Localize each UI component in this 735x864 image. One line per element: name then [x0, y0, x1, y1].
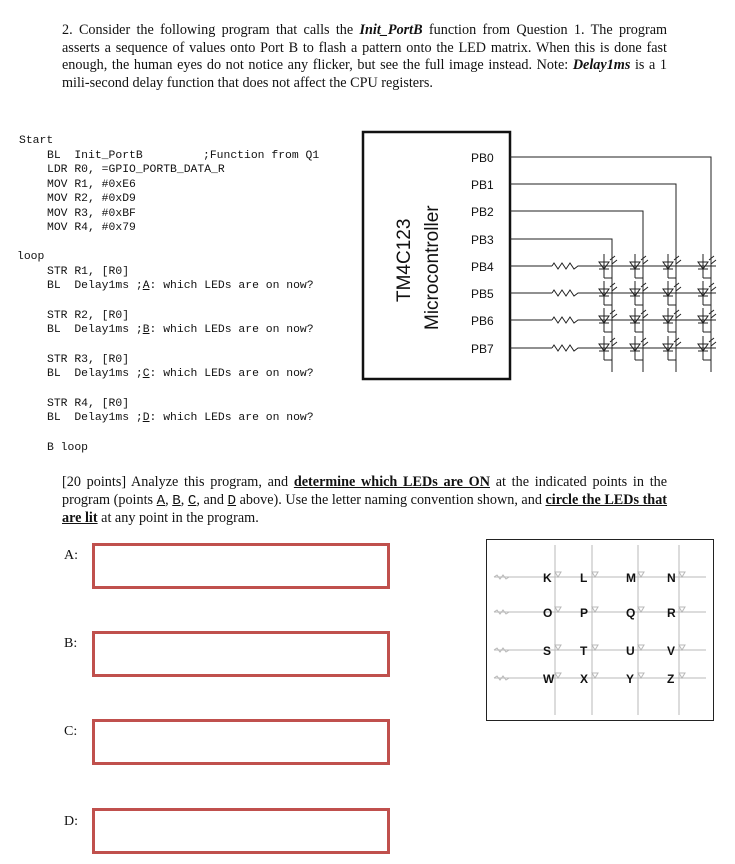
code-bl-delay: BL Delay1ms — [47, 280, 130, 292]
pin-label-pb2: PB2 — [471, 205, 494, 219]
grid-letter-s: S — [543, 644, 552, 658]
answer-box-a[interactable] — [92, 543, 390, 589]
mark-a: A — [142, 280, 150, 292]
point-b: B — [172, 492, 181, 509]
analyze-above: above). Use the letter naming convention shown, and — [239, 491, 542, 508]
grid-letter-r: R — [667, 606, 676, 620]
code-str4: STR R4, [R0] — [47, 398, 130, 410]
start-label: Start — [19, 135, 54, 147]
led-naming-grid — [486, 539, 714, 721]
grid-letter-t: T — [580, 644, 588, 658]
code-b-loop: B loop — [47, 442, 89, 454]
grid-letter-v: V — [667, 644, 676, 658]
analyze-end: at any point in the program. — [101, 510, 259, 527]
code-str2: STR R2, [R0] — [47, 310, 130, 322]
loop-label: loop — [17, 251, 45, 263]
answer-label-b: B: — [64, 636, 78, 651]
grid-letter-y: Y — [626, 672, 635, 686]
note-prefix: Note: — [536, 57, 569, 74]
resistors — [552, 263, 716, 351]
mcu-name: TM4C123 — [394, 218, 415, 302]
grid-letter-l: L — [580, 571, 588, 585]
answer-label-c: C: — [64, 724, 78, 739]
grid-letter-w: W — [543, 672, 555, 686]
pin-label-pb3: PB3 — [471, 233, 494, 247]
function-name: Init_PortB — [359, 22, 423, 38]
code-line-b: BL Delay1ms ;B: which LEDs are on now? — [47, 324, 314, 336]
intro-after: function from Question 1. The program asserts a sequence of values onto Port B to flash a pattern onto the LED matrix. When this is done fast enough, the human eyes do not notice any flicker, but see the full image instead. — [62, 22, 668, 74]
code-bl-delay: BL Delay1ms — [47, 324, 130, 336]
code-mov2: MOV R2, #0xD9 — [47, 193, 136, 205]
code-question-d: which LEDs are on now? — [163, 412, 314, 424]
analyze-determine: determine which LEDs are ON — [293, 474, 490, 490]
grid-letter-k: K — [543, 571, 552, 585]
mcu-subtitle: Microcontroller — [422, 205, 443, 330]
point-a: A — [156, 492, 166, 509]
analyze-and: and — [203, 491, 224, 508]
answer-label-a: A: — [64, 548, 78, 563]
led-matrix — [599, 254, 716, 360]
code-question-a: which LEDs are on now? — [163, 280, 314, 292]
analyze-points: [20 points] Analyze this program, and — [62, 474, 289, 490]
pin-label-pb6: PB6 — [471, 314, 494, 328]
pin-label-pb4: PB4 — [471, 260, 494, 274]
analyze-middle: at the indicated points in the program (points — [62, 474, 668, 508]
code-str3: STR R3, [R0] — [47, 354, 130, 366]
analyze-prompt: [20 points] Analyze this program, and determine which LEDs are ON at the indicated points in the program (points A, B, C, and D above). Use the letter naming convention shown, and circle the LEDs that are lit at any point in the program. — [62, 474, 668, 527]
wire-pb3 — [510, 239, 612, 372]
answer-label-d: D: — [64, 814, 78, 829]
code-line-d: BL Delay1ms ;D: which LEDs are on now? — [47, 412, 314, 424]
mark-d: D — [142, 412, 150, 424]
code-line-a: BL Delay1ms ;A: which LEDs are on now? — [47, 280, 314, 292]
analyze-circle: circle the LEDs that are lit — [62, 491, 668, 527]
code-line-c: BL Delay1ms ;C: which LEDs are on now? — [47, 368, 314, 380]
grid-letter-x: X — [580, 672, 589, 686]
code-mov3: MOV R3, #0xBF — [47, 208, 136, 220]
code-bl-delay: BL Delay1ms — [47, 412, 130, 424]
mark-c: C — [142, 368, 150, 380]
grid-letter-o: O — [543, 606, 553, 620]
code-bl-init-comment: ;Function from Q1 — [203, 150, 320, 162]
grid-letter-z: Z — [667, 672, 675, 686]
code-bl-init: BL Init_PortB — [47, 150, 143, 162]
intro-before: Consider the following program that calls the — [78, 22, 354, 38]
answer-box-d[interactable] — [92, 808, 390, 854]
wire-pb0 — [510, 157, 711, 372]
code-str1: STR R1, [R0] — [47, 266, 130, 278]
code-mov1: MOV R1, #0xE6 — [47, 179, 136, 191]
point-d: D — [227, 492, 237, 509]
code-bl-delay: BL Delay1ms — [47, 368, 130, 380]
pin-label-pb0: PB0 — [471, 151, 494, 165]
grid-letter-p: P — [580, 606, 589, 620]
answer-box-b[interactable] — [92, 631, 390, 677]
pin-label-pb5: PB5 — [471, 287, 494, 301]
grid-letter-m: M — [626, 571, 636, 585]
code-ldr: LDR R0, =GPIO_PORTB_DATA_R — [47, 164, 225, 176]
pin-label-pb7: PB7 — [471, 342, 494, 356]
mark-b: B — [142, 324, 150, 336]
delay-name: Delay1ms — [572, 57, 631, 74]
code-question-b: which LEDs are on now? — [163, 324, 314, 336]
answer-box-c[interactable] — [92, 719, 390, 765]
wires — [510, 157, 711, 372]
grid-letter-u: U — [626, 644, 635, 658]
point-c: C — [187, 492, 197, 509]
grid-letter-n: N — [667, 571, 676, 585]
code-mov4: MOV R4, #0x79 — [47, 222, 136, 234]
note-text: is a 1 mili-second delay function that does not affect the CPU registers. — [62, 57, 668, 91]
grid-letter-q: Q — [626, 606, 636, 620]
question-number: 2. — [62, 22, 73, 38]
wire-pb1 — [510, 184, 676, 372]
code-question-c: which LEDs are on now? — [163, 368, 314, 380]
pin-label-pb1: PB1 — [471, 178, 494, 192]
